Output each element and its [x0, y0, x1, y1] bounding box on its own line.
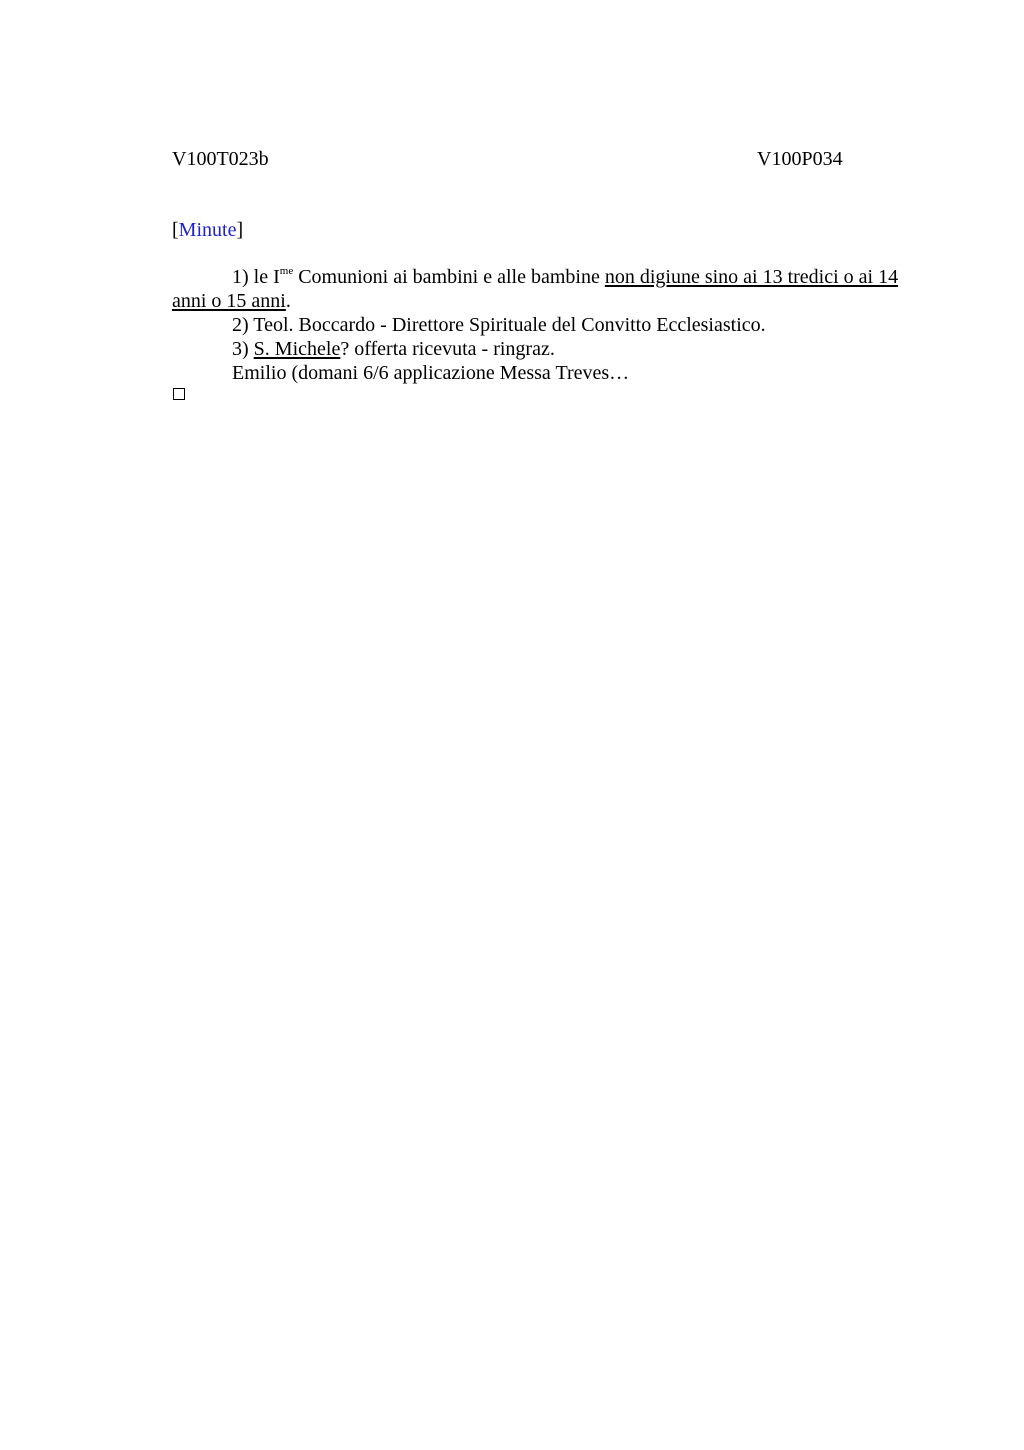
item-1-superscript: me: [279, 265, 294, 277]
item-1-end: .: [285, 290, 291, 312]
item-1-underlined-2: anni o 15 anni: [172, 290, 286, 312]
item-1-middle: Comunioni ai bambini e alle bambine: [293, 266, 605, 288]
open-bracket: [: [172, 219, 179, 241]
item-1-underlined-1: non digiune sino ai 13 tredici o ai 14: [604, 266, 899, 288]
document-code-left: V100T023b: [172, 148, 269, 170]
item-2-line: 2) Teol. Boccardo - Direttore Spirituale del Convitto Ecclesiastico.: [232, 314, 766, 336]
item-1-prefix: 1) le I: [232, 266, 280, 288]
section-heading: [172, 218, 243, 242]
empty-square-icon: [173, 388, 185, 400]
item-3-prefix: 3): [232, 338, 254, 360]
item-3-suffix: ? offerta ricevuta - ringraz.: [340, 338, 555, 360]
item-1-line-1: [172, 265, 932, 289]
item-4-line: Emilio (domani 6/6 applicazione Messa Treves…: [232, 362, 630, 384]
document-body: [172, 265, 932, 385]
section-title: Minute: [178, 219, 237, 241]
item-3-underlined: S. Michele: [253, 338, 341, 360]
item-1-line-2: [172, 289, 932, 313]
document-code-right: V100P034: [757, 148, 843, 170]
item-3-line: [172, 337, 932, 361]
close-bracket: ]: [236, 219, 244, 241]
